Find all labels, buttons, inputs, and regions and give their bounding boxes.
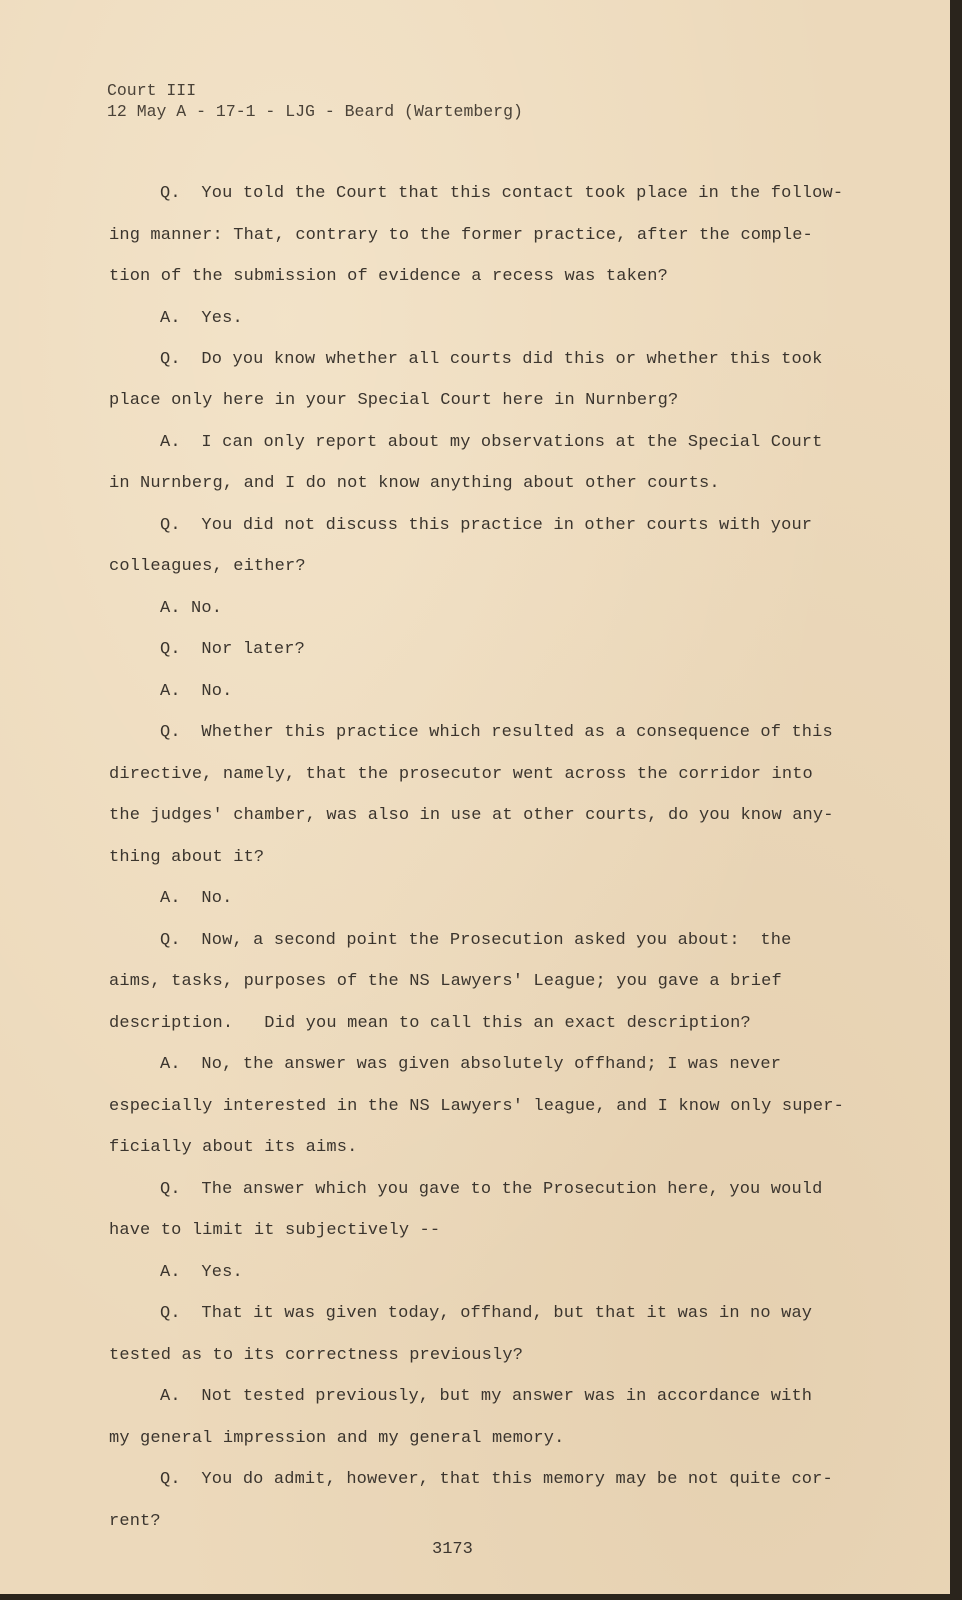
page-edge-bottom bbox=[0, 1594, 962, 1600]
transcript-line: A. I can only report about my observations at the Special Court bbox=[160, 433, 823, 452]
transcript-line: ficially about its aims. bbox=[109, 1138, 358, 1157]
transcript-line: Q. Nor later? bbox=[160, 640, 305, 659]
transcript-line: Q. You did not discuss this practice in other courts with your bbox=[160, 516, 813, 535]
transcript-line: A. No, the answer was given absolutely offhand; I was never bbox=[160, 1055, 782, 1074]
transcript-line: A. No. bbox=[160, 599, 223, 618]
transcript-line: Q. You do admit, however, that this memory may be not quite cor- bbox=[160, 1470, 833, 1489]
transcript-line: the judges' chamber, was also in use at other courts, do you know any- bbox=[109, 806, 834, 825]
page-number: 3173 bbox=[432, 1540, 473, 1559]
transcript-line: Q. That it was given today, offhand, but that it was in no way bbox=[160, 1304, 813, 1323]
transcript-line: rent? bbox=[109, 1512, 161, 1531]
transcript-line: Q. You told the Court that this contact took place in the follow- bbox=[160, 184, 844, 203]
transcript-line: A. Yes. bbox=[160, 309, 243, 328]
transcript-line: place only here in your Special Court here in Nurnberg? bbox=[109, 391, 679, 410]
transcript-line: A. No. bbox=[160, 889, 233, 908]
transcript-line: A. Not tested previously, but my answer was in accordance with bbox=[160, 1387, 813, 1406]
transcript-line: have to limit it subjectively -- bbox=[109, 1221, 441, 1240]
transcript-line: Q. Do you know whether all courts did this or whether this took bbox=[160, 350, 823, 369]
page-edge-right bbox=[950, 0, 962, 1600]
court-label: Court III bbox=[107, 81, 197, 100]
transcript-line: thing about it? bbox=[109, 848, 265, 867]
transcript-line: colleagues, either? bbox=[109, 557, 306, 576]
transcript-line: tested as to its correctness previously? bbox=[109, 1346, 524, 1365]
transcript-line: description. Did you mean to call this an exact description? bbox=[109, 1014, 751, 1033]
transcript-line: especially interested in the NS Lawyers' league, and I know only super- bbox=[109, 1097, 844, 1116]
transcript-line: ing manner: That, contrary to the former practice, after the comple- bbox=[109, 226, 813, 245]
transcript-line: aims, tasks, purposes of the NS Lawyers' League; you gave a brief bbox=[109, 972, 782, 991]
transcript-line: Q. The answer which you gave to the Prosecution here, you would bbox=[160, 1180, 823, 1199]
session-line: 12 May A - 17-1 - LJG - Beard (Wartemberg) bbox=[107, 102, 523, 121]
transcript-line: Q. Now, a second point the Prosecution asked you about: the bbox=[160, 931, 792, 950]
transcript-line: directive, namely, that the prosecutor went across the corridor into bbox=[109, 765, 813, 784]
document-header bbox=[107, 80, 523, 122]
transcript-line: tion of the submission of evidence a recess was taken? bbox=[109, 267, 668, 286]
transcript-line: Q. Whether this practice which resulted as a consequence of this bbox=[160, 723, 833, 742]
transcript-line: A. No. bbox=[160, 682, 233, 701]
transcript-line: A. Yes. bbox=[160, 1263, 243, 1282]
transcript-line: in Nurnberg, and I do not know anything about other courts. bbox=[109, 474, 720, 493]
transcript-line: my general impression and my general memory. bbox=[109, 1429, 565, 1448]
